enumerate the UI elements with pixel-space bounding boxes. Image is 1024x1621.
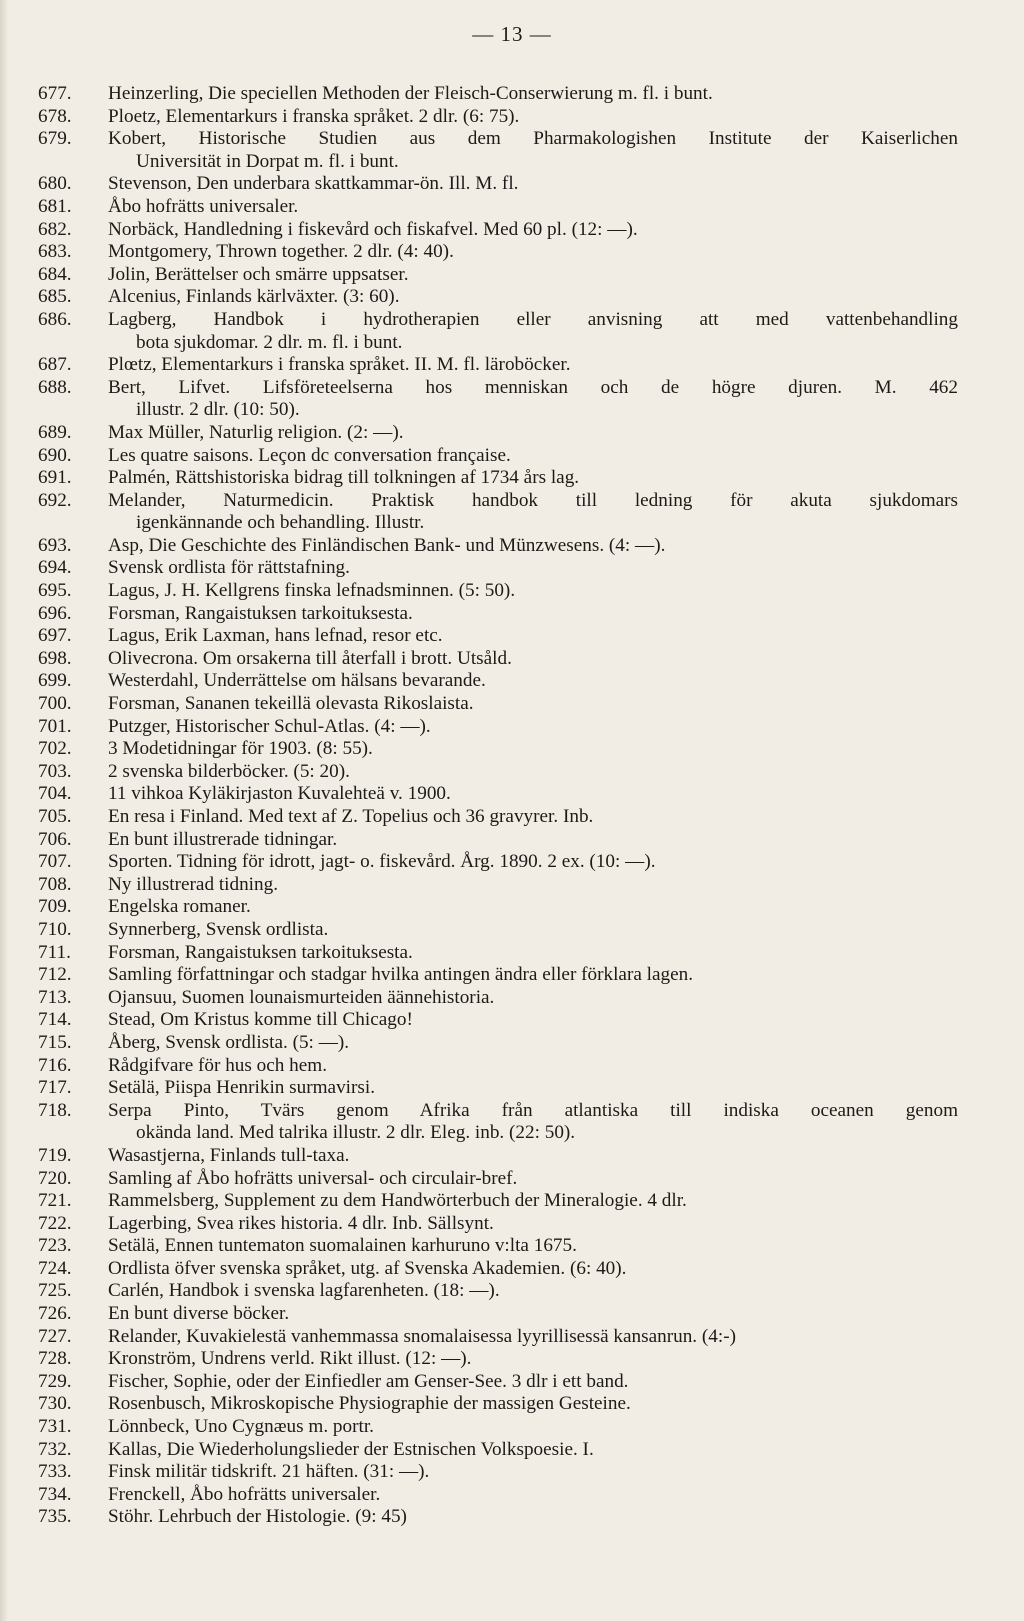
entry-first-line: Åberg, Svensk ordlista. (5: —). [108, 1031, 350, 1053]
entry-text [108, 1077, 958, 1100]
catalogue-entry [38, 219, 958, 242]
catalogue-entry [38, 1506, 958, 1529]
entry-first-line: Finsk militär tidskrift. 21 häften. (31: —). [108, 1461, 430, 1483]
entry-text [108, 806, 958, 829]
entry-first-line: En resa i Finland. Med text af Z. Topelius och 36 gravyrer. Inb. [108, 806, 594, 827]
catalogue-entry [38, 670, 958, 693]
entry-first-line: Putzger, Historischer Schul-Atlas. (4: —). [108, 715, 431, 737]
entry-number: 731. [38, 1416, 72, 1438]
entry-continuation-line: illustr. 2 dlr. (10: 50). [136, 399, 300, 421]
catalogue-entry [38, 1055, 958, 1078]
entry-first-line: En bunt illustrerade tidningar. [108, 828, 338, 850]
entry-text [108, 1235, 958, 1258]
entry-text [108, 1303, 958, 1326]
entry-first-line: Lagerbing, Svea rikes historia. 4 dlr. Inb. Sällsynt. [108, 1212, 494, 1234]
entry-first-line: Lagus, Erik Laxman, hans lefnad, resor etc. [108, 625, 443, 647]
catalogue-entry [38, 445, 958, 468]
entry-first-line: Kronström, Undrens verld. Rikt illust. (12: —). [108, 1348, 472, 1370]
entry-first-line: Westerdahl, Underrättelse om hälsans bevarande. [108, 670, 486, 692]
entry-first-line: Serpa Pinto, Tvärs genom Afrika från atlantiska till indiska oceanen genom [108, 1099, 958, 1121]
catalogue-entry [38, 309, 958, 354]
entry-number: 722. [38, 1212, 72, 1234]
entry-number: 712. [38, 964, 72, 986]
catalogue-entry [38, 241, 958, 264]
entry-number: 721. [38, 1190, 72, 1212]
catalogue-entry [38, 377, 958, 422]
catalogue-entry [38, 851, 958, 874]
entry-number: 711. [38, 941, 71, 963]
entry-first-line: Asp, Die Geschichte des Finländischen Bank- und Münzwesens. (4: —). [108, 534, 666, 556]
entry-first-line: En bunt diverse böcker. [108, 1303, 290, 1325]
entry-number: 686. [38, 308, 72, 330]
entry-first-line: Lagberg, Handbok i hydrotherapien eller anvisning att med vattenbehandling [108, 308, 958, 330]
catalogue-entry [38, 1326, 958, 1349]
entry-text [108, 1393, 958, 1416]
entry-first-line: Stöhr. Lehrbuch der Histologie. (9: 45) [108, 1506, 407, 1528]
entry-first-line: Les quatre saisons. Leçon dc conversation française. [108, 444, 511, 466]
catalogue-entry [38, 1009, 958, 1032]
entry-first-line: Norbäck, Handledning i fiskevård och fiskafvel. Med 60 pl. (12: —). [108, 218, 638, 240]
entry-text [108, 557, 958, 580]
entry-text [108, 1258, 958, 1281]
catalogue-entry [38, 693, 958, 716]
entry-number: 694. [38, 557, 72, 579]
catalogue-entry [38, 1461, 958, 1484]
entry-first-line: 2 svenska bilderböcker. (5: 20). [108, 760, 350, 782]
entry-first-line: Engelska romaner. [108, 896, 251, 918]
entry-number: 688. [38, 376, 72, 398]
catalogue-entry [38, 422, 958, 445]
entry-first-line: Ploetz, Elementarkurs i franska språket. 2 dlr. (6: 75). [108, 105, 520, 127]
entry-text [108, 535, 958, 558]
catalogue-entry [38, 1439, 958, 1462]
entry-first-line: Ojansuu, Suomen lounaismurteiden äännehistoria. [108, 986, 495, 1008]
entry-number: 719. [38, 1144, 72, 1166]
catalogue-entry [38, 1168, 958, 1191]
entry-text [108, 874, 958, 897]
catalogue-entry [38, 490, 958, 535]
entry-number: 680. [38, 173, 72, 195]
entry-number: 710. [38, 918, 72, 940]
catalogue-entry [38, 106, 958, 129]
entry-number: 728. [38, 1348, 72, 1370]
catalogue-entry [38, 535, 958, 558]
entry-number: 729. [38, 1370, 72, 1392]
entry-text [108, 987, 958, 1010]
entry-text [108, 1280, 958, 1303]
entry-text [108, 445, 958, 468]
catalogue-entry [38, 173, 958, 196]
entry-text [108, 829, 958, 852]
entry-number: 703. [38, 760, 72, 782]
catalogue-entry [38, 806, 958, 829]
catalogue-entry [38, 625, 958, 648]
entry-first-line: 11 vihkoa Kyläkirjaston Kuvalehteä v. 1900. [108, 783, 451, 805]
entry-number: 699. [38, 670, 72, 692]
entry-text [108, 693, 958, 716]
entry-text [108, 1190, 958, 1213]
entry-number: 681. [38, 195, 72, 217]
entry-number: 701. [38, 715, 72, 737]
entry-text [108, 219, 958, 242]
entry-text [108, 648, 958, 671]
entry-first-line: Svensk ordlista för rättstafning. [108, 557, 350, 579]
entry-first-line: Rådgifvare för hus och hem. [108, 1054, 327, 1076]
page-number: — 13 — [472, 22, 552, 46]
entry-continuation-line: igenkännande och behandling. Illustr. [136, 512, 425, 534]
entry-first-line: Heinzerling, Die speciellen Methoden der Fleisch-Conserwierung m. fl. i bunt. [108, 83, 713, 104]
entry-first-line: 3 Modetidningar för 1903. (8: 55). [108, 738, 373, 760]
entry-number: 677. [38, 83, 72, 104]
entry-number: 727. [38, 1325, 72, 1347]
entry-number: 715. [38, 1031, 72, 1053]
entry-text [108, 1032, 958, 1055]
entry-number: 723. [38, 1235, 72, 1257]
catalogue-entry [38, 128, 958, 173]
catalogue-entry [38, 874, 958, 897]
entry-text [108, 1009, 958, 1032]
catalogue-entry [38, 648, 958, 671]
entry-first-line: Stevenson, Den underbara skattkammar-ön. Ill. M. fl. [108, 173, 519, 195]
entry-number: 720. [38, 1167, 72, 1189]
catalogue-entry [38, 1416, 958, 1439]
entry-first-line: Lönnbeck, Uno Cygnæus m. portr. [108, 1416, 374, 1438]
entry-number: 678. [38, 105, 72, 127]
entry-text [108, 761, 958, 784]
entry-first-line: Relander, Kuvakielestä vanhemmassa snomalaisessa lyyrillisessä kansanrun. (4:-) [108, 1325, 736, 1347]
entry-number: 725. [38, 1280, 72, 1302]
entry-text [108, 286, 958, 309]
catalogue-entry [38, 1371, 958, 1394]
entry-text [108, 1416, 958, 1439]
entry-text [108, 1484, 958, 1507]
catalogue-entry [38, 1235, 958, 1258]
entry-number: 684. [38, 263, 72, 285]
entry-text [108, 128, 958, 173]
entry-first-line: Synnerberg, Svensk ordlista. [108, 918, 329, 940]
catalogue-entry [38, 1484, 958, 1507]
entry-text [108, 1348, 958, 1371]
entry-number: 714. [38, 1009, 72, 1031]
entry-number: 718. [38, 1099, 72, 1121]
entry-first-line: Forsman, Rangaistuksen tarkoituksesta. [108, 602, 413, 624]
catalogue-entry [38, 1258, 958, 1281]
entry-text [108, 851, 958, 874]
entry-text [108, 490, 958, 535]
catalogue-entry [38, 761, 958, 784]
entry-text [108, 919, 958, 942]
entry-first-line: Bert, Lifvet. Lifsföreteelserna hos menniskan och de högre djuren. M. 462 [108, 376, 958, 398]
entry-first-line: Rammelsberg, Supplement zu dem Handwörterbuch der Mineralogie. 4 dlr. [108, 1190, 687, 1212]
catalogue-entry [38, 738, 958, 761]
entry-text [108, 422, 958, 445]
entry-first-line: Lagus, J. H. Kellgrens finska lefnadsminnen. (5: 50). [108, 580, 516, 602]
entry-first-line: Frenckell, Åbo hofrätts universaler. [108, 1483, 381, 1505]
entry-number: 702. [38, 738, 72, 760]
catalogue-entry [38, 1077, 958, 1100]
entry-text [108, 670, 958, 693]
entry-continuation-line: okända land. Med talrika illustr. 2 dlr. Eleg. inb. (22: 50). [136, 1122, 576, 1144]
entry-first-line: Forsman, Sananen tekeillä olevasta Rikoslaista. [108, 693, 474, 715]
entry-continuation-line: bota sjukdomar. 2 dlr. m. fl. i bunt. [136, 331, 403, 353]
entry-number: 706. [38, 828, 72, 850]
catalogue-entry [38, 716, 958, 739]
catalogue-entry [38, 354, 958, 377]
entry-number: 687. [38, 354, 72, 376]
entry-first-line: Stead, Om Kristus komme till Chicago! [108, 1009, 413, 1031]
entry-first-line: Samling författningar och stadgar hvilka antingen ändra eller förklara lagen. [108, 964, 693, 986]
entry-number: 685. [38, 286, 72, 308]
entry-number: 691. [38, 467, 72, 489]
entry-first-line: Carlén, Handbok i svenska lagfarenheten. (18: —). [108, 1280, 500, 1302]
catalogue-entry [38, 286, 958, 309]
entry-first-line: Samling af Åbo hofrätts universal- och circulair-bref. [108, 1167, 518, 1189]
entry-text [108, 896, 958, 919]
entry-text [108, 467, 958, 490]
entry-text [108, 173, 958, 196]
entry-text [108, 1506, 958, 1529]
entry-text [108, 1439, 958, 1462]
catalogue-entry [38, 1100, 958, 1145]
entry-first-line: Forsman, Rangaistuksen tarkoituksesta. [108, 941, 413, 963]
catalogue-entry [38, 1393, 958, 1416]
entry-number: 683. [38, 241, 72, 263]
entry-number: 695. [38, 580, 72, 602]
entry-text [108, 1461, 958, 1484]
page-edge [0, 0, 8, 1621]
entry-first-line: Ordlista öfver svenska språket, utg. af Svenska Akademien. (6: 40). [108, 1257, 627, 1279]
entry-text [108, 1326, 958, 1349]
entry-first-line: Alcenius, Finlands kärlväxter. (3: 60). [108, 286, 400, 308]
entry-text [108, 106, 958, 129]
entry-number: 724. [38, 1257, 72, 1279]
entry-first-line: Ny illustrerad tidning. [108, 873, 278, 895]
entry-first-line: Setälä, Ennen tuntematon suomalainen karhuruno v:lta 1675. [108, 1235, 577, 1257]
entry-number: 707. [38, 851, 72, 873]
entry-number: 730. [38, 1393, 72, 1415]
catalogue-entry [38, 196, 958, 219]
entry-text [108, 716, 958, 739]
catalogue-entry [38, 580, 958, 603]
entry-text [108, 580, 958, 603]
entry-first-line: Fischer, Sophie, oder der Einfiedler am Genser-See. 3 dlr i ett band. [108, 1370, 629, 1392]
entry-number: 698. [38, 647, 72, 669]
entry-number: 692. [38, 489, 72, 511]
entry-continuation-line: Universität in Dorpat m. fl. i bunt. [136, 150, 399, 172]
catalogue-entry [38, 942, 958, 965]
entry-text [108, 603, 958, 626]
entry-text [108, 1213, 958, 1236]
entry-text [108, 783, 958, 806]
entry-number: 704. [38, 783, 72, 805]
entry-text [108, 1145, 958, 1168]
entry-text [108, 964, 958, 987]
entry-text [108, 625, 958, 648]
entry-number: 705. [38, 806, 72, 827]
catalogue-entry [38, 896, 958, 919]
entry-first-line: Melander, Naturmedicin. Praktisk handbok till ledning för akuta sjukdomars [108, 489, 958, 511]
entry-first-line: Kobert, Historische Studien aus dem Pharmakologishen Institute der Kaiserlichen [108, 128, 958, 150]
catalogue-entry [38, 919, 958, 942]
catalogue-entry [38, 264, 958, 287]
entry-text [108, 354, 958, 377]
entry-first-line: Kallas, Die Wiederholungslieder der Estnischen Volkspoesie. I. [108, 1438, 594, 1460]
entry-number: 682. [38, 218, 72, 240]
entry-number: 708. [38, 873, 72, 895]
catalogue-entry [38, 987, 958, 1010]
catalogue-entry [38, 964, 958, 987]
entry-number: 732. [38, 1438, 72, 1460]
entry-number: 716. [38, 1054, 72, 1076]
entry-first-line: Jolin, Berättelser och smärre uppsatser. [108, 263, 409, 285]
catalogue-entry [38, 1280, 958, 1303]
catalogue-entry [38, 1303, 958, 1326]
entry-text [108, 196, 958, 219]
catalogue-entry [38, 1190, 958, 1213]
entry-number: 679. [38, 128, 72, 150]
entry-first-line: Montgomery, Thrown together. 2 dlr. (4: 40). [108, 241, 454, 263]
catalogue-entry [38, 1348, 958, 1371]
entry-first-line: Sporten. Tidning för idrott, jagt- o. fiskevård. Årg. 1890. 2 ex. (10: —). [108, 851, 656, 873]
entry-first-line: Olivecrona. Om orsakerna till återfall i brott. Utsåld. [108, 647, 512, 669]
catalogue-entry [38, 1213, 958, 1236]
entry-first-line: Wasastjerna, Finlands tull-taxa. [108, 1144, 350, 1166]
catalogue-entry [38, 1032, 958, 1055]
entry-number: 697. [38, 625, 72, 647]
entry-number: 726. [38, 1303, 72, 1325]
entry-number: 717. [38, 1077, 72, 1099]
entry-text [108, 1371, 958, 1394]
entry-first-line: Rosenbusch, Mikroskopische Physiographie der massigen Gesteine. [108, 1393, 631, 1415]
catalogue-list [38, 83, 958, 1529]
entry-first-line: Åbo hofrätts universaler. [108, 195, 299, 217]
entry-number: 696. [38, 602, 72, 624]
entry-number: 690. [38, 444, 72, 466]
catalogue-entry [38, 603, 958, 626]
entry-number: 735. [38, 1506, 72, 1528]
entry-first-line: Plœtz, Elementarkurs i franska språket. II. M. fl. läroböcker. [108, 354, 571, 376]
entry-first-line: Palmén, Rättshistoriska bidrag till tolkningen af 1734 års lag. [108, 467, 580, 489]
entry-number: 700. [38, 693, 72, 715]
entry-text [108, 738, 958, 761]
entry-number: 713. [38, 986, 72, 1008]
entry-text [108, 1055, 958, 1078]
entry-text [108, 309, 958, 354]
entry-text [108, 83, 958, 106]
entry-number: 709. [38, 896, 72, 918]
entry-text [108, 1168, 958, 1191]
entry-number: 689. [38, 421, 72, 443]
catalogue-entry [38, 557, 958, 580]
entry-text [108, 1100, 958, 1145]
catalogue-entry [38, 783, 958, 806]
entry-first-line: Max Müller, Naturlig religion. (2: —). [108, 421, 404, 443]
entry-text [108, 942, 958, 965]
catalogue-entry [38, 83, 958, 106]
catalogue-entry [38, 467, 958, 490]
entry-text [108, 264, 958, 287]
entry-text [108, 377, 958, 422]
entry-text [108, 241, 958, 264]
entry-number: 734. [38, 1483, 72, 1505]
entry-number: 733. [38, 1461, 72, 1483]
entry-first-line: Setälä, Piispa Henrikin surmavirsi. [108, 1077, 375, 1099]
catalogue-entry [38, 829, 958, 852]
entry-number: 693. [38, 534, 72, 556]
catalogue-entry [38, 1145, 958, 1168]
